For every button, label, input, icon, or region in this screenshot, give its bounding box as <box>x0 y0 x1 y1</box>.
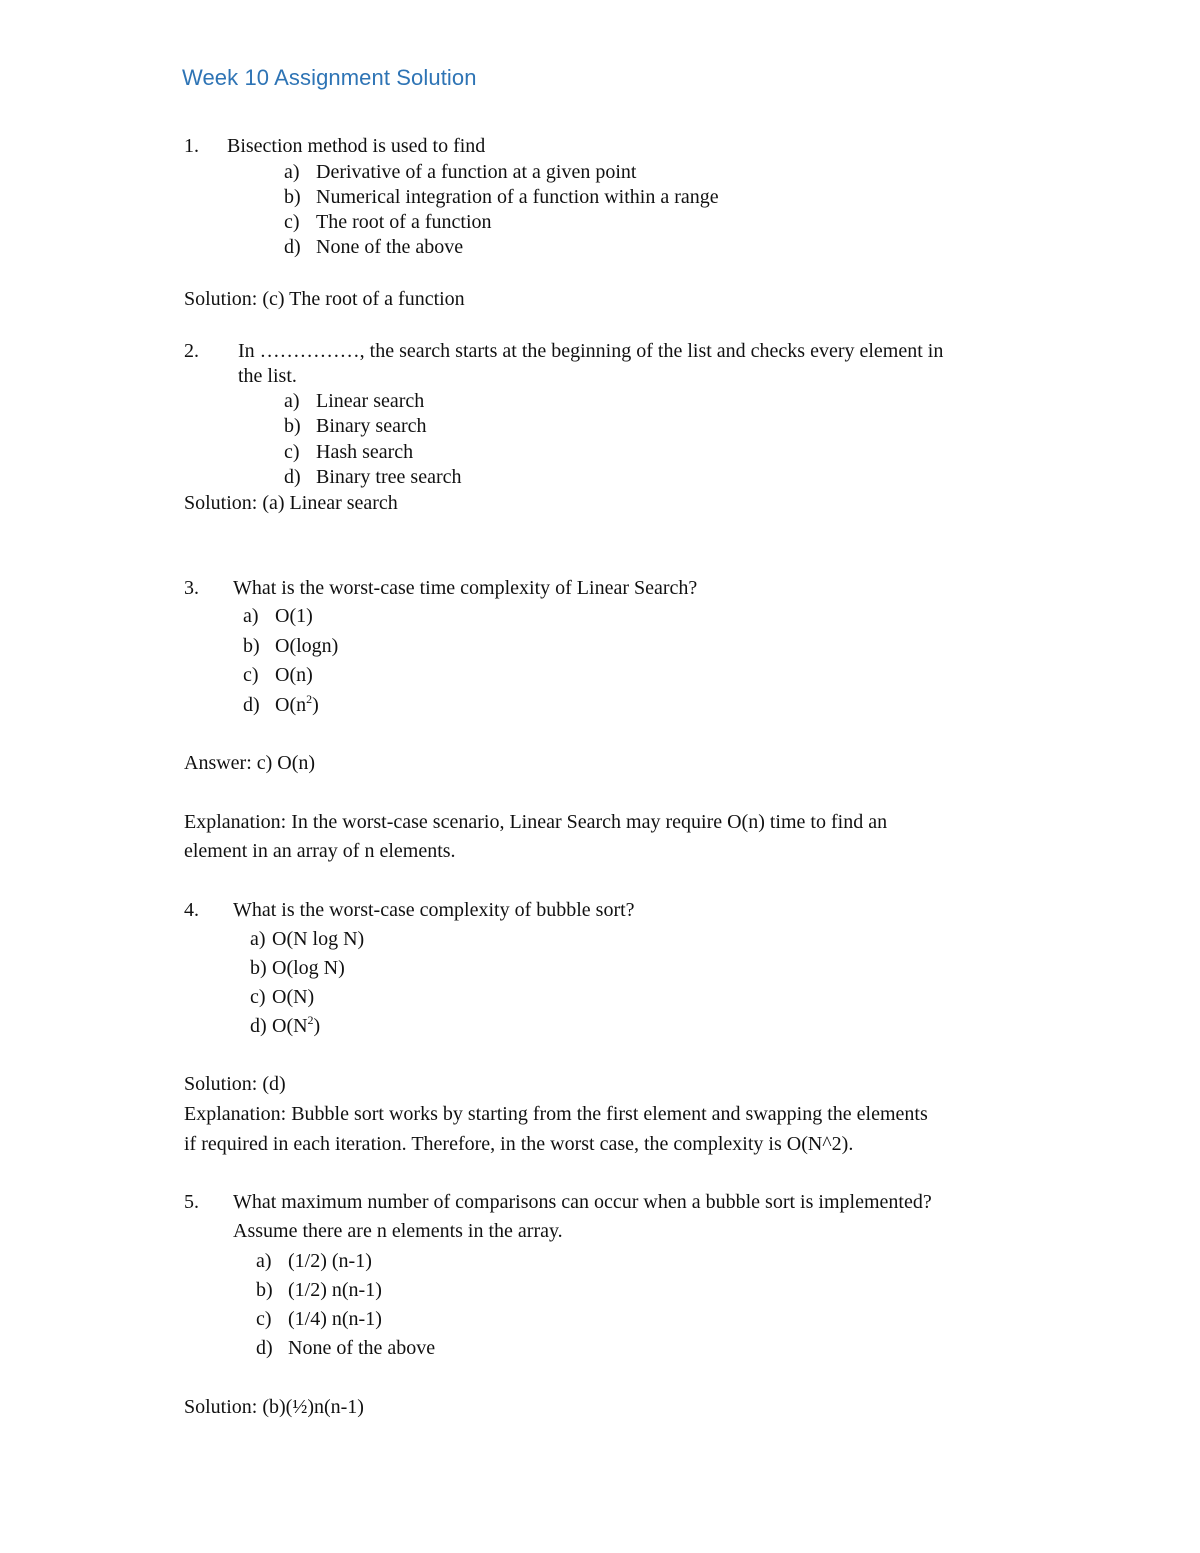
question-5-option-d <box>256 1338 435 1358</box>
question-4-solution: Solution: (d) <box>184 1073 286 1095</box>
question-5-option-b <box>256 1280 382 1300</box>
option-letter: c) <box>250 986 266 1008</box>
question-1-option-c <box>284 212 492 232</box>
question-5-solution: Solution: (b)(½)n(n-1) <box>184 1396 364 1418</box>
question-1-number: 1. <box>184 135 199 157</box>
question-4-option-a <box>250 929 364 949</box>
question-4-explanation-line-2: if required in each iteration. Therefore, in the worst case, the complexity is O(N^2). <box>184 1133 854 1155</box>
question-5-text-line-1: What maximum number of comparisons can occur when a bubble sort is implemented? <box>233 1191 932 1213</box>
option-text: None of the above <box>316 236 464 258</box>
option-text: O(logn) <box>275 635 339 657</box>
question-1-option-a <box>284 162 636 182</box>
question-3-explanation-line-1: Explanation: In the worst-case scenario, Linear Search may require O(n) time to find an <box>184 811 888 833</box>
option-text: Binary tree search <box>316 466 462 488</box>
question-3-number: 3. <box>184 577 199 599</box>
option-letter: b) <box>250 957 267 979</box>
question-1-solution: Solution: (c) The root of a function <box>184 288 465 310</box>
question-5-option-a <box>256 1251 372 1271</box>
option-text: The root of a function <box>316 211 492 233</box>
question-2-option-b <box>284 416 427 436</box>
option-text: (1/4) n(n-1) <box>288 1308 382 1330</box>
option-letter: c) <box>284 441 300 463</box>
page-title: Week 10 Assignment Solution <box>182 65 477 90</box>
question-3-option-a <box>243 606 313 626</box>
question-2-text-line-2: the list. <box>238 365 297 387</box>
option-text: O(n <box>275 694 307 716</box>
question-3-option-c <box>243 665 313 685</box>
question-1-option-b <box>284 187 719 207</box>
option-text: (1/2) (n-1) <box>288 1250 372 1272</box>
option-text: Numerical integration of a function within a range <box>316 186 719 208</box>
question-2-text-line-1: In ……………, the search starts at the beginning of the list and checks every element in <box>238 340 944 362</box>
option-letter: c) <box>256 1308 272 1330</box>
option-letter: d) <box>250 1015 267 1037</box>
option-letter: c) <box>243 664 259 686</box>
option-letter: a) <box>256 1250 272 1272</box>
question-1-option-d <box>284 237 463 257</box>
question-4-option-b <box>250 958 345 978</box>
question-5-text-line-2: Assume there are n elements in the array. <box>233 1220 563 1242</box>
question-2-option-d <box>284 467 461 487</box>
option-letter: a) <box>243 605 259 627</box>
option-letter: a) <box>284 161 300 183</box>
option-text-suffix: ) <box>312 694 319 716</box>
option-letter: b) <box>284 186 301 208</box>
question-3-answer: Answer: c) O(n) <box>184 752 316 774</box>
option-letter: a) <box>284 390 300 412</box>
question-5-option-c <box>256 1309 382 1329</box>
question-2-number: 2. <box>184 340 199 362</box>
superscript: 2 <box>307 1013 314 1027</box>
option-letter: b) <box>256 1279 273 1301</box>
option-text-suffix: ) <box>313 1015 321 1037</box>
question-2-option-c <box>284 442 413 462</box>
option-text: Derivative of a function at a given point <box>316 161 637 183</box>
option-text: None of the above <box>288 1337 436 1359</box>
question-4-option-d <box>250 1013 321 1037</box>
question-3-option-d <box>243 692 319 716</box>
question-2-option-a <box>284 391 424 411</box>
option-letter: d) <box>243 694 260 716</box>
option-text: O(log N) <box>272 957 345 979</box>
question-4-option-c <box>250 987 314 1007</box>
question-2-solution: Solution: (a) Linear search <box>184 492 398 514</box>
option-letter: a) <box>250 928 266 950</box>
option-text: O(1) <box>275 605 313 627</box>
option-letter: d) <box>256 1337 273 1359</box>
option-text: O(N) <box>272 986 315 1008</box>
option-text: O(N log N) <box>272 928 365 950</box>
option-letter: c) <box>284 211 300 233</box>
question-5-number: 5. <box>184 1191 199 1213</box>
question-1-text: Bisection method is used to find <box>227 135 486 157</box>
option-text: O(n) <box>275 664 313 686</box>
option-text: O(N <box>272 1015 308 1037</box>
option-text: Binary search <box>316 415 427 437</box>
question-3-option-b <box>243 636 338 656</box>
option-text: Linear search <box>316 390 425 412</box>
option-text: Hash search <box>316 441 414 463</box>
option-letter: d) <box>284 236 301 258</box>
question-4-number: 4. <box>184 899 199 921</box>
option-text: (1/2) n(n-1) <box>288 1279 382 1301</box>
superscript: 2 <box>306 692 313 706</box>
question-4-explanation-line-1: Explanation: Bubble sort works by starting from the first element and swapping the elements <box>184 1103 928 1125</box>
option-letter: b) <box>284 415 301 437</box>
option-letter: d) <box>284 466 301 488</box>
question-3-text: What is the worst-case time complexity of Linear Search? <box>233 577 698 599</box>
question-3-explanation-line-2: element in an array of n elements. <box>184 840 456 862</box>
question-4-text: What is the worst-case complexity of bubble sort? <box>233 899 635 921</box>
option-letter: b) <box>243 635 260 657</box>
